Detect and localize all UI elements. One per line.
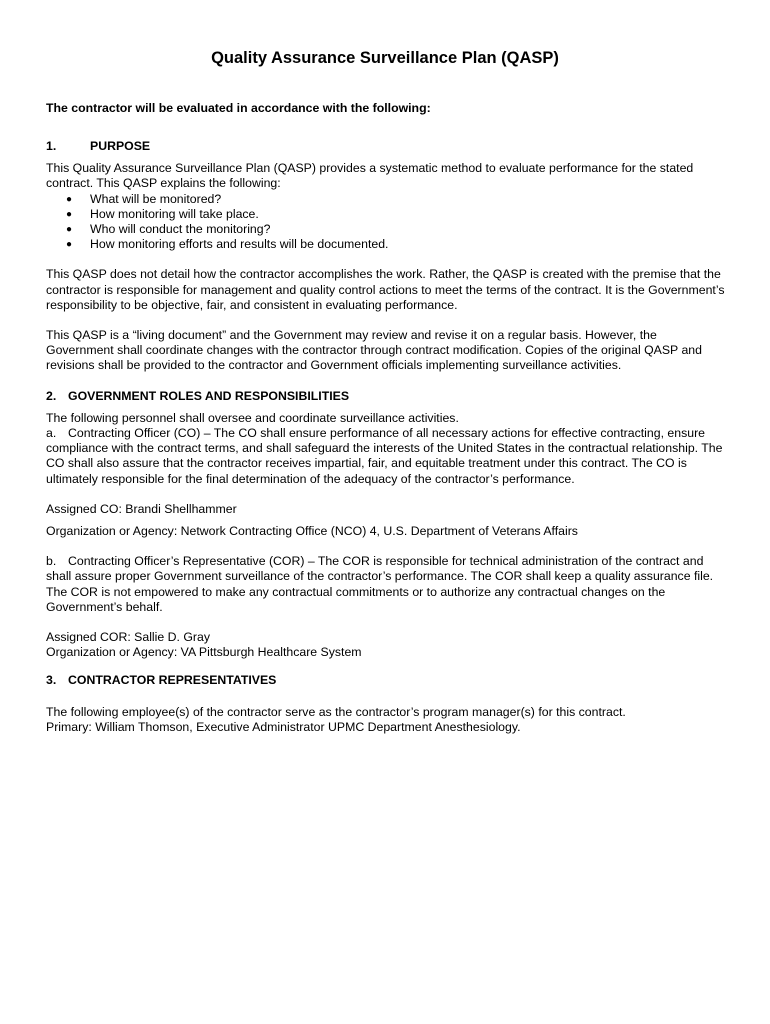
section-1-heading [46,139,726,154]
purpose-bullet-list [46,192,726,253]
list-item: ● How monitoring will take place. [66,206,259,221]
section-3-heading [46,673,726,688]
bullet-icon: ● [66,224,73,236]
co-organization: Organization or Agency: Network Contracting Office (NCO) 4, U.S. Department of Veterans Affairs [46,524,578,539]
section-2-number: 2. [46,388,57,403]
document-title: Quality Assurance Surveillance Plan (QASP) [211,49,559,67]
section-2-heading [46,389,726,404]
roles-intro: The following personnel shall oversee and coordinate surveillance activities. [46,410,459,425]
item-b-text: Contracting Officer’s Representative (COR) – The COR is responsible for technical administration of the contract and shall assure proper Government surveillance of the contractor’s performance. The COR shall keep a quality assurance file. The COR is not empowered to make any contractual commitments or to authorize any contractual changes on the Government’s behalf. [46,554,714,614]
purpose-paragraph-1: This Quality Assurance Surveillance Plan (QASP) provides a systematic method to evaluate performance for the stated contract. This QASP explains the following: [46,161,694,191]
co-description [46,426,726,487]
purpose-paragraph-2: This QASP does not detail how the contractor accomplishes the work. Rather, the QASP is created with the premise that the contractor is responsible for management and quality control actions to meet the terms of the contract. It is the Government’s responsibility to be objective, fair, and consistent in evaluating performance. [46,267,725,312]
section-1-title: PURPOSE [90,139,151,153]
bullet-icon: ● [66,193,73,205]
section-1-number: 1. [46,139,57,153]
assigned-co: Assigned CO: Brandi Shellhammer [46,501,237,516]
section-2-title: GOVERNMENT ROLES AND RESPONSIBILITIES [68,388,350,403]
list-item: ● Who will conduct the monitoring? [66,222,271,237]
contractor-paragraph: The following employee(s) of the contractor serve as the contractor’s program manager(s) for this contract. [46,704,626,719]
primary-contact: Primary: William Thomson, Executive Administrator UPMC Department Anesthesiology. [46,719,521,734]
purpose-paragraph-3: This QASP is a “living document” and the Government may review and revise it on a regular basis. However, the Government shall coordinate changes with the contractor through contract modification. Copies of the original QASP and revisions shall be provided to the contractor and Government officials implementing surveillance activities. [46,328,702,373]
bullet-icon: ● [66,239,73,251]
section-3-number: 3. [46,673,57,688]
cor-description [46,554,726,615]
section-3-title: CONTRACTOR REPRESENTATIVES [68,673,277,688]
assigned-cor: Assigned COR: Sallie D. Gray [46,630,211,645]
item-a-text: Contracting Officer (CO) – The CO shall ensure performance of all necessary actions for effective contracting, ensure compliance with the contract terms, and shall safeguard the interests of the United States in the contractual relationship. The CO shall also assure that the contractor receives impartial, fair, and equitable treatment under this contract. The CO is ultimately responsible for the final determination of the adequacy of the contractor’s performance. [46,426,723,486]
list-item: ● What will be monitored? [66,191,222,206]
document-body [46,139,726,735]
intro-statement: The contractor will be evaluated in accordance with the following: [46,101,431,115]
list-item: ● How monitoring efforts and results will be documented. [66,237,389,252]
item-a-label: a. [46,426,57,441]
bullet-icon: ● [66,208,73,220]
cor-organization: Organization or Agency: VA Pittsburgh Healthcare System [46,645,362,660]
item-b-label: b. [46,554,57,569]
